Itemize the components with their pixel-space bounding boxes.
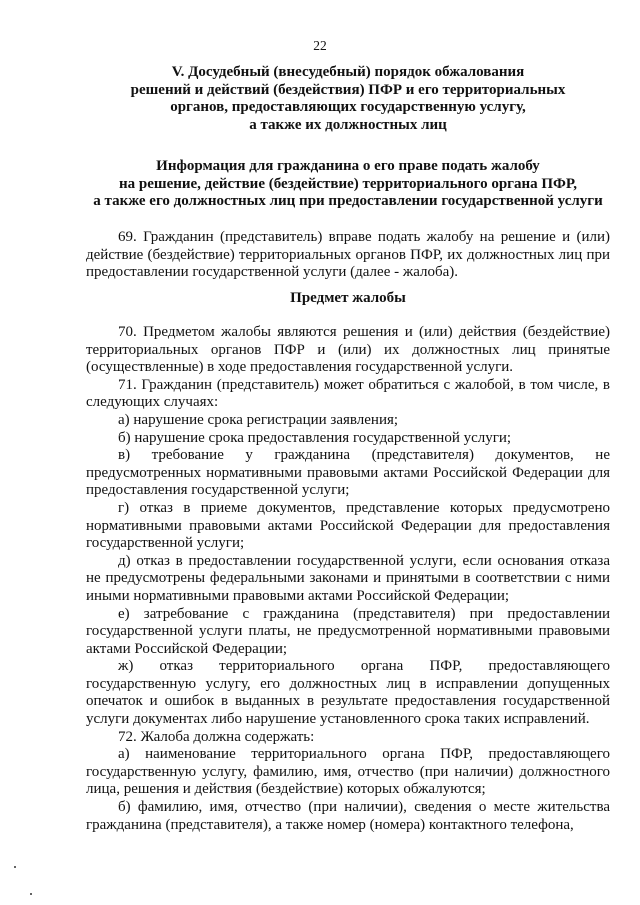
list-item-71g: ж) отказ территориального органа ПФР, предоставляющего государственную услугу, его должностных лиц в исправлении допущенных опечаток и ошибок в выданных в результате предоставления государственной услуги документах либо нарушение установленного срока таких исправлений. bbox=[86, 658, 610, 728]
list-item-71f: е) затребование с гражданина (представителя) при предоставлении государственной услуги платы, не предусмотренной нормативными правовыми актами Российской Федерации; bbox=[86, 605, 610, 657]
scan-speck bbox=[30, 893, 32, 895]
paragraph-70: 70. Предметом жалобы являются решения и (или) действия (бездействие) территориальных органов ПФР и (или) их должностных лиц принятые (осуществленные) в ходе предоставления государственной услуги. bbox=[86, 324, 610, 376]
info-title-line: на решение, действие (бездействие) территориального органа ПФР, bbox=[119, 175, 577, 192]
list-item-71d: г) отказ в приеме документов, представление которых предусмотрено нормативными правовыми актами Российской Федерации для предоставления государственной услуги; bbox=[86, 499, 610, 552]
section-title-line: V. Досудебный (внесудебный) порядок обжалования bbox=[171, 64, 525, 80]
section-title-line: решений и действий (бездействия) ПФР и его территориальных bbox=[130, 81, 566, 98]
info-title bbox=[86, 158, 610, 211]
list-item-72b: б) фамилию, имя, отчество (при наличии), сведения о месте жительства гражданина (представителя), а также номер (номера) контактного телефона, bbox=[86, 799, 610, 833]
paragraph-69: 69. Гражданин (представитель) вправе подать жалобу на решение и (или) действие (бездействие) территориальных органов ПФР, их должностных лиц при предоставлении государственной услуги (далее - жалоба). bbox=[86, 229, 610, 281]
list-item-71c: в) требование у гражданина (представителя) документов, не предусмотренных нормативными правовыми актами Российской Федерации для предоставления государственной услуги; bbox=[86, 447, 610, 499]
list-item-72a: а) наименование территориального органа ПФР, предоставляющего государственную услугу, фамилию, имя, отчество (при наличии) должностного лица, решения и действия (бездействие) которых обжалуются; bbox=[86, 746, 610, 798]
scan-speck bbox=[14, 866, 16, 868]
list-item-71e: д) отказ в предоставлении государственной услуги, если основания отказа не предусмотрены федеральными законами и принятыми в соответствии с ними иными нормативными правовыми актами Российской Федерации; bbox=[86, 552, 610, 604]
paragraph-72: 72. Жалоба должна содержать: bbox=[118, 728, 315, 745]
paragraph-block-69 bbox=[86, 229, 610, 282]
list-item-71a: а) нарушение срока регистрации заявления; bbox=[118, 411, 399, 428]
paragraph-block-70-72 bbox=[86, 324, 610, 834]
section-title-line: органов, предоставляющих государственную услугу, bbox=[170, 99, 526, 115]
subject-title: Предмет жалобы bbox=[290, 290, 406, 306]
section-title-line: а также их должностных лиц bbox=[249, 116, 447, 133]
page-number: 22 bbox=[313, 38, 327, 53]
list-item-71b: б) нарушение срока предоставления государственной услуги; bbox=[118, 429, 512, 446]
paragraph-71: 71. Гражданин (представитель) может обратиться с жалобой, в том числе, в следующих случаях: bbox=[86, 376, 610, 411]
info-title-line: Информация для гражданина о его праве подать жалобу bbox=[156, 158, 540, 174]
info-title-line: а также его должностных лиц при предоставлении государственной услуги bbox=[93, 193, 603, 209]
section-title bbox=[86, 64, 610, 134]
